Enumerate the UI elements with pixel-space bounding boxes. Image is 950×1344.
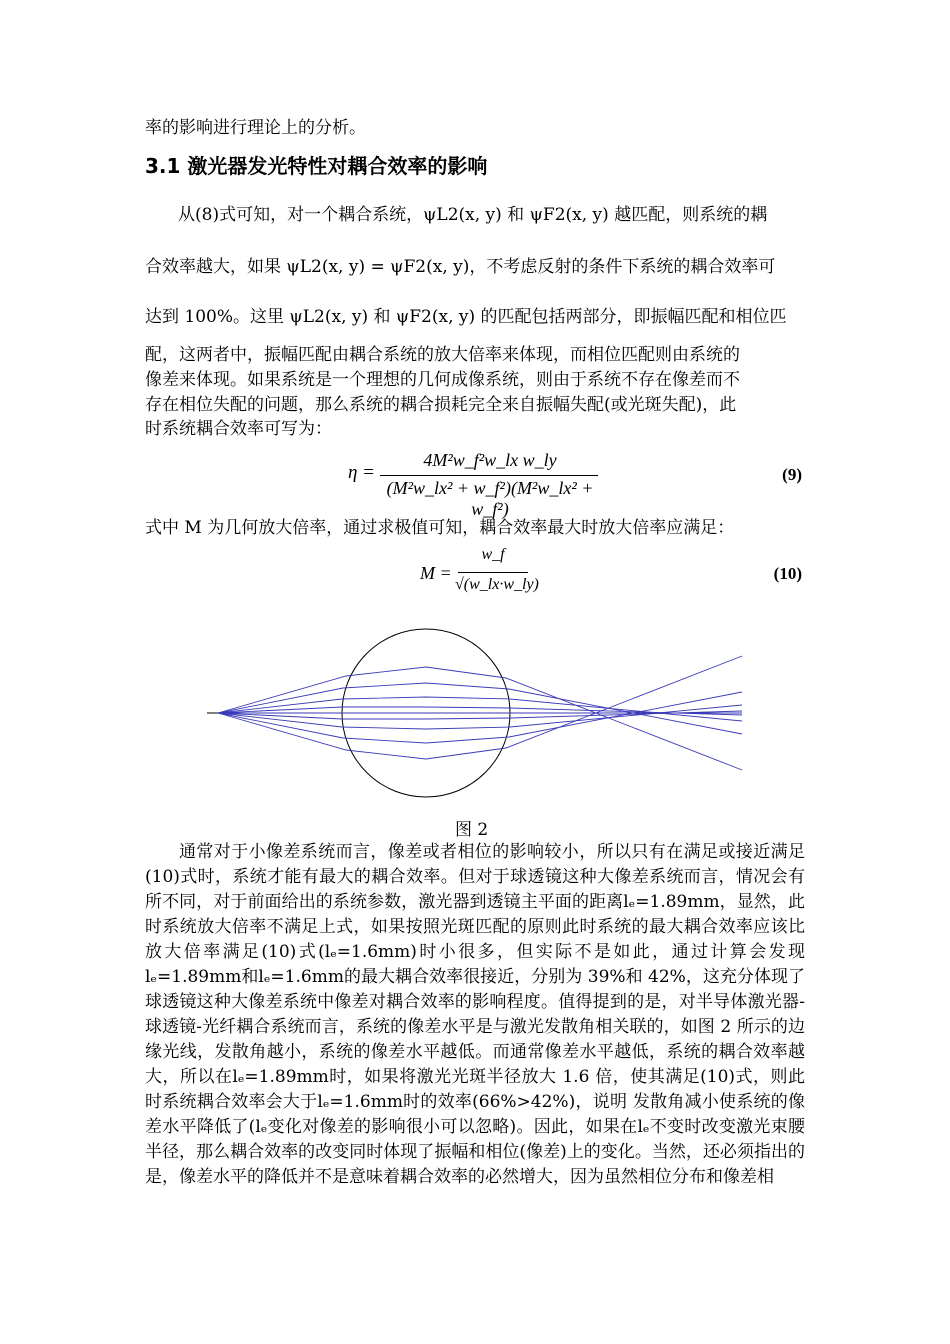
figure-caption: 图 2 xyxy=(455,820,489,840)
eq9-numerator: 4M²w_f²w_lx w_ly xyxy=(423,450,557,470)
section-heading: 3.1 激光器发光特性对耦合效率的影响 xyxy=(145,154,488,178)
eq9-fraction-bar xyxy=(380,475,598,476)
paragraph-1-line-3: 达到 100%。这里 ψL2(x, y) 和 ψF2(x, y) 的匹配包括两部分，即振幅匹配和相位匹 xyxy=(145,307,787,327)
paragraph-1-line-1: 从(8)式可知，对一个耦合系统，ψL2(x, y) 和 ψF2(x, y) 越匹配，则系统的耦 xyxy=(178,205,768,225)
eq10-fraction-bar xyxy=(458,572,528,573)
light-rays xyxy=(218,656,742,770)
eq9-number: (9) xyxy=(782,465,802,484)
eq10-numerator: w_f xyxy=(481,546,505,563)
paragraph-1-line-4: 配，这两者中，振幅匹配由耦合系统的放大倍率来体现，而相位匹配则由系统的 xyxy=(145,345,740,365)
paragraph-1-line-7: 时系统耦合效率可写为： xyxy=(145,419,332,439)
eq10-lhs: M = xyxy=(420,563,452,583)
eq9-lhs: η = xyxy=(348,462,375,483)
intro-line: 率的影响进行理论上的分析。 xyxy=(145,118,366,138)
ball-lens-ray-diagram xyxy=(0,622,950,822)
paragraph-1-line-6: 存在相位失配的问题，那么系统的耦合损耗完全来自振幅失配(或光斑失配)，此 xyxy=(145,395,737,415)
paragraph-1-line-5: 像差来体现。如果系统是一个理想的几何成像系统，则由于系统不存在像差而不 xyxy=(145,370,740,390)
paragraph-1-line-2: 合效率越大，如果 ψL2(x, y) = ψF2(x, y)，不考虑反射的条件下系统的耦合效率可 xyxy=(145,257,776,277)
eq9-denominator: (M²w_lx² + w_f²)(M²w_lx² + w_f²) xyxy=(386,478,594,519)
paragraph-3: 通常对于小像差系统而言，像差或者相位的影响较小，所以只有在满足或接近满足(10)式时，系统才能有最大的耦合效率。但对于球透镜这种大像差系统而言，情况会有所不同，对于前面给出的系统参数，激光器到透镜主平面的距离lₑ=1.89mm，显然，此时系统放大倍率不满足上式，如果按照光斑匹配的原则此时系统的最大耦合效率应该比放大倍率满足(10)式(lₑ=1.6mm)时小很多，但实际不是如此，通过计算会发现lₑ=1.89mm和lₑ=1.6mm的最大耦合效率很接近，分别为 39%和 42%，这充分体现了球透镜这种大像差系统中像差对耦合效率的影响程度。值得提到的是，对半导体激光器-球透镜-光纤耦合系统而言，系统的像差水平是与激光发散角相关联的，如图 2 所示的边缘光线，发散角越小，系统的像差水平越低。而通常像差水平越低，系统的耦合效率越大，所以在lₑ=1.89mm时，如果将激光光斑半径放大 1.6 倍，使其满足(10)式，则此时系统耦合效率会大于lₑ=1.6mm时的效率(66%>42%)，说明 发散角减小使系统的像差水平降低了(lₑ变化对像差的影响很小可以忽略)。因此，如果在lₑ不变时改变激光束腰半径，那么耦合效率的改变同时体现了振幅和相位(像差)上的变化。当然，还必须指出的是，像差水平的降低并不是意味着耦合效率的必然增大，因为虽然相位分布和像差相 xyxy=(145,842,805,1187)
eq10-denominator: √(w_lx·w_ly) xyxy=(455,576,539,593)
eq10-number: (10) xyxy=(773,564,802,583)
paragraph-2: 式中 M 为几何放大倍率，通过求极值可知，耦合效率最大时放大倍率应满足： xyxy=(145,518,735,538)
